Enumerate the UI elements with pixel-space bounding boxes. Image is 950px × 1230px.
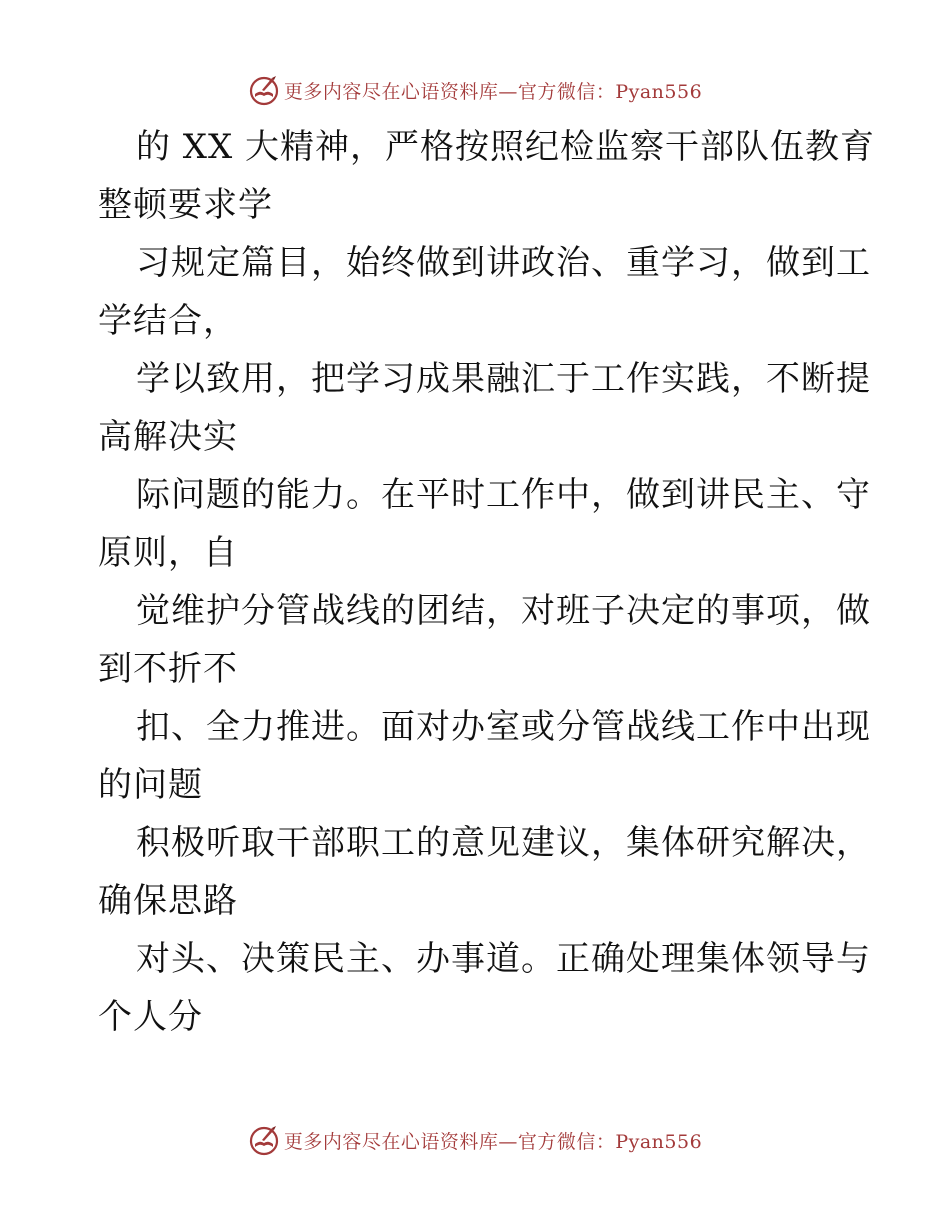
header-banner	[0, 70, 950, 110]
text-line: 个人分	[98, 997, 203, 1037]
book-quill-logo-icon	[248, 74, 280, 106]
text-line: 到不折不	[98, 649, 238, 689]
text-line: 觉维护分管战线的团结，对班子决定的事项，做	[136, 591, 871, 631]
text-line: 学结合，	[98, 301, 238, 341]
text-line: 扣、全力推进。面对办室或分管战线工作中出现	[136, 707, 871, 747]
text-line: 积极听取干部职工的意见建议，集体研究解决，	[136, 823, 871, 863]
text-line: 高解决实	[98, 417, 238, 457]
book-quill-logo-icon	[248, 1124, 280, 1156]
text-line: 习规定篇目，始终做到讲政治、重学习，做到工	[136, 243, 871, 283]
text-line: 原则，自	[98, 533, 238, 573]
header-banner-text: 更多内容尽在心语资料库—官方微信：Pyan556	[283, 80, 703, 103]
text-line: 对头、决策民主、办事道。正确处理集体领导与	[136, 939, 871, 979]
text-line: 际问题的能力。在平时工作中，做到讲民主、守	[136, 475, 871, 515]
text-line: 学以致用，把学习成果融汇于工作实践，不断提	[136, 359, 871, 399]
footer-banner-text: 更多内容尽在心语资料库—官方微信：Pyan556	[283, 1130, 703, 1153]
text-line: 的问题	[98, 765, 203, 805]
text-line: 确保思路	[98, 881, 238, 921]
text-line: 的 XX 大精神，严格按照纪检监察干部队伍教育	[136, 127, 876, 167]
footer-banner	[0, 1120, 950, 1160]
document-body	[98, 118, 876, 1046]
text-line: 整顿要求学	[98, 185, 273, 225]
